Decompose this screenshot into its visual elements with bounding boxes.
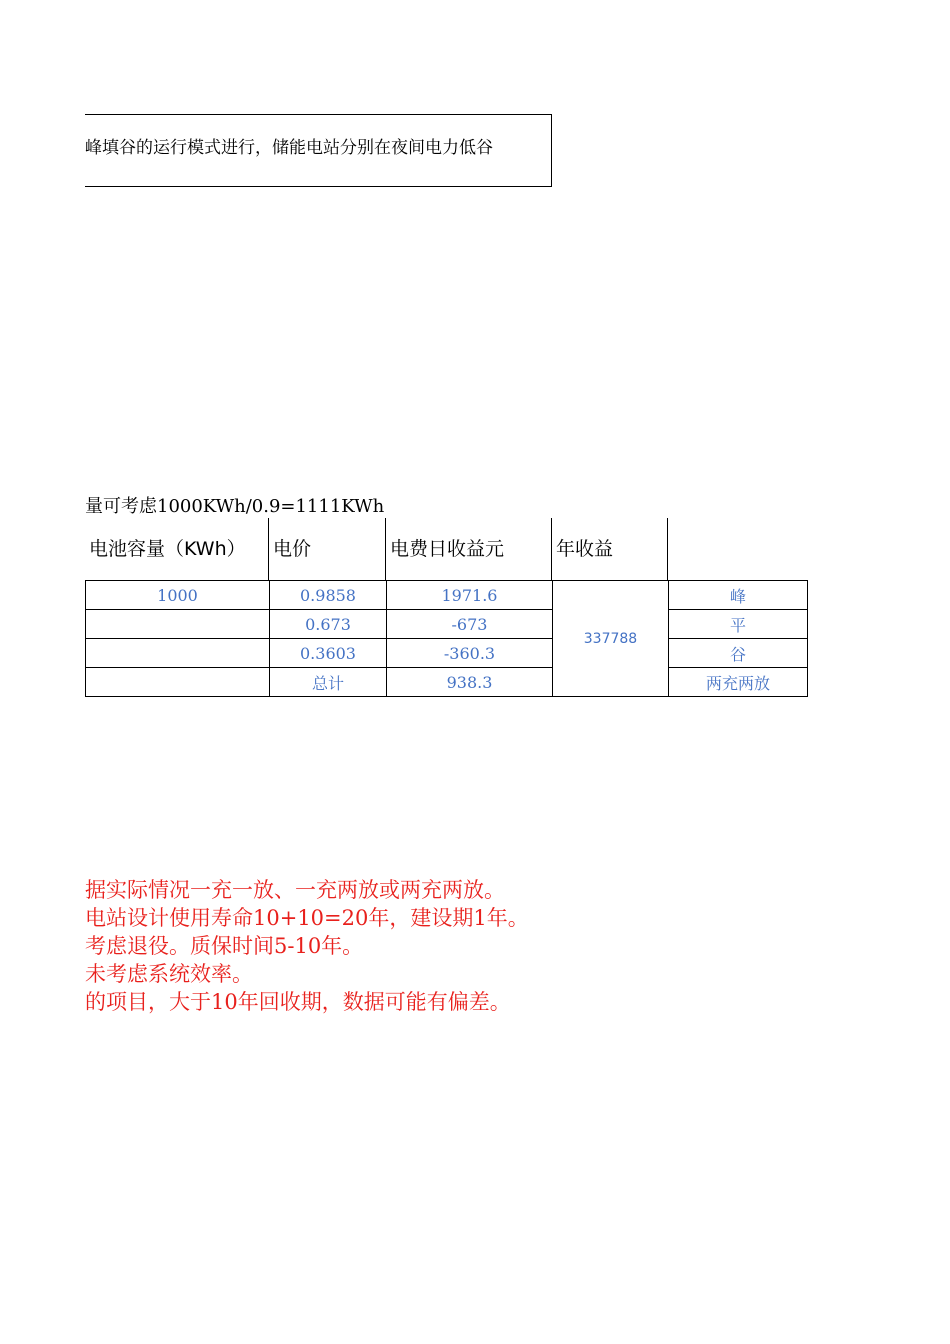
table-row — [86, 668, 808, 697]
price-cell: 0.673 — [270, 610, 387, 639]
period-cell: 平 — [669, 610, 808, 639]
notes-block — [85, 876, 529, 1016]
daily-income-cell: -673 — [387, 610, 553, 639]
note-line: 电站设计使用寿命10+10=20年，建设期1年。 — [85, 906, 529, 930]
note-line: 未考虑系统效率。 — [85, 962, 253, 986]
capacity-note: 量可考虑1000KWh/0.9=1111KWh — [85, 496, 385, 517]
intro-text: 峰填谷的运行模式进行，储能电站分别在夜间电力低谷 — [85, 138, 493, 158]
capacity-cell — [86, 610, 270, 639]
note-line: 考虑退役。质保时间5-10年。 — [85, 934, 364, 958]
period-cell: 谷 — [669, 639, 808, 668]
table-row — [86, 610, 808, 639]
yearly-income-cell: 337788 — [553, 581, 669, 697]
daily-income-cell: -360.3 — [387, 639, 553, 668]
daily-income-cell: 1971.6 — [387, 581, 553, 610]
period-cell: 峰 — [669, 581, 808, 610]
note-line: 据实际情况一充一放、一充两放或两充两放。 — [85, 878, 505, 902]
header-yearly-income: 年收益 — [556, 538, 614, 560]
note-line: 的项目，大于10年回收期，数据可能有偏差。 — [85, 990, 511, 1014]
price-cell: 0.3603 — [270, 639, 387, 668]
table-row — [86, 581, 808, 610]
capacity-cell — [86, 639, 270, 668]
header-daily-income: 电费日收益元 — [390, 538, 505, 560]
header-divider — [551, 518, 552, 580]
header-period — [668, 518, 807, 580]
price-cell: 0.9858 — [270, 581, 387, 610]
header-battery-capacity: 电池容量（KWh） — [89, 538, 246, 560]
table-row — [86, 639, 808, 668]
total-label-cell: 总计 — [270, 668, 387, 697]
header-divider — [268, 518, 269, 580]
capacity-cell — [86, 668, 270, 697]
intro-box — [85, 114, 552, 187]
capacity-cell: 1000 — [86, 581, 270, 610]
header-divider — [667, 518, 668, 580]
header-price: 电价 — [273, 538, 312, 560]
header-divider — [385, 518, 386, 580]
daily-income-cell: 938.3 — [387, 668, 553, 697]
period-cell: 两充两放 — [669, 668, 808, 697]
income-table — [85, 580, 808, 697]
